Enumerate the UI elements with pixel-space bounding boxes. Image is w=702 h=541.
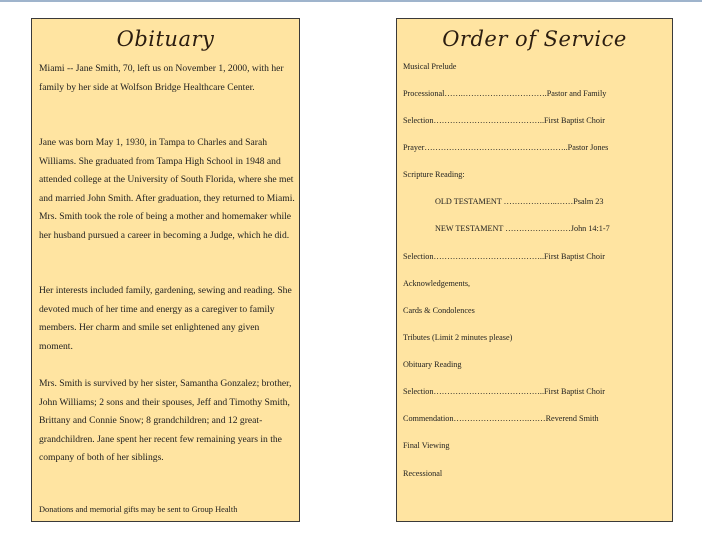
service-item-tributes: Tributes (Limit 2 minutes please) <box>403 333 513 342</box>
obituary-paragraph-2: Jane was born May 1, 1930, in Tampa to Charles and Sarah Williams. She graduated from Tampa High School in 1948 and attended college at the University of South Florida, where she met and married John Smith. After graduation, they returned to Miami. Mrs. Smith took the role of being a mother and homemaker while her husband pursued a career in becoming a Judge, which he did. <box>39 137 295 241</box>
service-item-recessional: Recessional <box>403 469 443 478</box>
obituary-paragraph-4: Mrs. Smith is survived by her sister, Samantha Gonzalez; brother, John Williams; 2 sons and their spouses, Jeff and Timothy Smith, Brittany and Connie Snow; 8 grandchildren; and 12 great-grandchildren. Jane spent her recent few remaining years in the company of both of her siblings. <box>39 378 292 464</box>
service-item-obituary-reading: Obituary Reading <box>403 360 462 369</box>
obituary-paragraph-3: Her interests included family, gardening, sewing and reading. She devoted much of her time and energy as a caregiver to family members. Her charm and smile set enlightened any given moment. <box>39 285 292 352</box>
service-item-acknowledgements: Acknowledgements, <box>403 279 471 288</box>
service-item-selection-1: Selection…………………………………..First Baptist Choir <box>403 116 605 125</box>
service-item-new-testament: NEW TESTAMENT ……………………John 14:1-7 <box>435 224 610 233</box>
service-item-musical-prelude: Musical Prelude <box>403 62 457 71</box>
service-item-commendation: Commendation……………………….……Reverend Smith <box>403 414 599 423</box>
order-of-service-heading: Order of Service <box>442 27 627 51</box>
service-item-old-testament: OLD TESTAMENT ………………..……Psalm 23 <box>435 197 604 206</box>
service-item-cards-condolences: Cards & Condolences <box>403 306 475 315</box>
top-border-line <box>0 0 702 2</box>
obituary-heading: Obituary <box>116 27 215 51</box>
obituary-paragraph-1: Miami -- Jane Smith, 70, left us on November 1, 2000, with her family by her side at Wolfson Bridge Healthcare Center. <box>39 63 284 93</box>
service-item-final-viewing: Final Viewing <box>403 441 450 450</box>
service-item-selection-3: Selection…………………………………..First Baptist Choir <box>403 387 605 396</box>
order-of-service-panel <box>396 18 673 522</box>
service-item-scripture-reading: Scripture Reading: <box>403 170 465 179</box>
obituary-panel <box>31 18 300 522</box>
service-item-selection-2: Selection…………………………………..First Baptist Choir <box>403 252 605 261</box>
donations-note: Donations and memorial gifts may be sent to Group Health <box>39 505 238 514</box>
service-item-prayer: Prayer……………………………………………..Pastor Jones <box>403 143 609 152</box>
service-item-processional: Processional…….………………………….Pastor and Family <box>403 89 607 98</box>
